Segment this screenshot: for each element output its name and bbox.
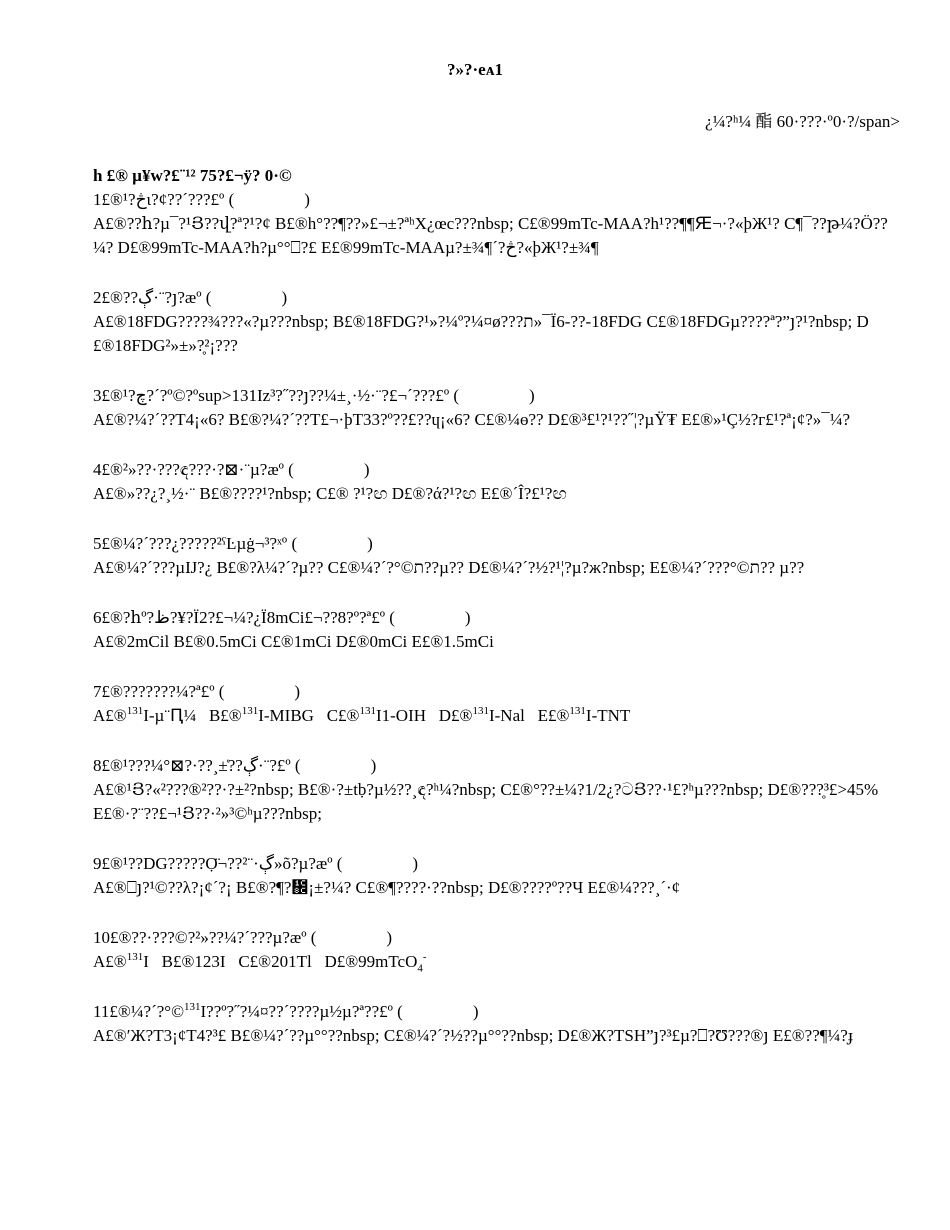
option-a: A£®$^{131}$I-µ¨Ԥ¼ [93, 705, 197, 725]
question-8 [93, 754, 888, 826]
option-d: D£®$^{131}$I-Nal [438, 705, 525, 725]
question-options: A£®18FDG????¾???«?µ???nbsp; B£®18FDG?¹»?¼º?¼¤ø???ת»¯Ï6-??-18FDG C£®18FDGµ????ª?”յ?¹?nbsp; D£®18FDG²»±»?̥²¡??? [93, 312, 869, 355]
question-options: A£®??հ?µ¯?¹Յ??վ?ª?¹?¢ B£®h°??¶??»£¬±?ªʰΧ¿œc???nbsp; C£®99mTc-MAA?h¹??¶¶Ԙ¬·?«þЖ¹? C¶¯??թ¼?Ö??¼? D£®99mTc-MAA?h?µ°°⎕?£ E£®99mTc-MAAµ?±¾¶´?څ?«þЖ¹?±¾¶ [93, 214, 888, 257]
question-5 [93, 532, 888, 580]
question-stem: 10£®??·???©?²»??¼?´???µ?æº ( [93, 928, 317, 947]
question-close: ) [464, 608, 471, 627]
question-6 [93, 606, 888, 654]
question-options: A£®?¼?´??T4¡«6? B£®?¼?´??T£¬·þT33?º??£??ɥ¡«6? C£®¼ɵ?? D£®³£¹?¹??˝¦?µŸ₮ E£®»¹Ç½?г£¹?ª¡¢?»¯¼? [93, 410, 851, 429]
question-close: ) [472, 1002, 479, 1021]
question-options: A£®⎕յ?¹©??λ?¡¢´?¡ B£®?¶?᲌¡±?¼? C£®¶????·??nbsp; D£®????º??Ч E£®¼???¸´·¢ [93, 878, 681, 897]
option-d: D£®99mTcO$_4$- [324, 951, 427, 975]
question-stem: 8£®¹???¼°⊠?·??¸±͑??ڳ·¨?£º ( [93, 756, 301, 775]
question-3 [93, 384, 888, 432]
question-stem: 4£®²»??·???ඳ???·?⊠·¨µ?æº ( [93, 460, 294, 479]
question-1 [93, 188, 888, 260]
question-stem: 9£®¹??DG?????Ọ̈¬??ڳ·¨²»õ?µ?æº ( [93, 854, 343, 873]
option-b: B£®$^{131}$I-MIBG [208, 705, 314, 725]
question-stem: 2£®??ڳ·¨?յ?æº ( [93, 288, 212, 307]
option-c: C£®201Tl [238, 952, 312, 971]
question-2 [93, 286, 888, 358]
question-stem: 5£®¼?´???¿?????²ˤĿµġ¬³?ˣº ( [93, 534, 298, 553]
question-close: ) [294, 682, 301, 701]
question-stem: 3£®¹?چ?´?º©?ºsup>131Iz³?˝??յ??¼±¸·½·¨?£¬´???£º ( [93, 386, 460, 405]
question-10 [93, 926, 888, 974]
question-stem: 1£®¹?څι?¢??´???£º ( [93, 190, 235, 209]
option-c: C£®$^{131}$I1-OIH [326, 705, 427, 725]
question-options: A£®»??¿?¸½·¨ B£®????¹?nbsp; C£® ?¹?ඟ D£®?ά?¹?ඟ E£®´Î?£¹?ඟ [93, 484, 567, 503]
question-4 [93, 458, 888, 506]
page-title: ?»?·eᴀ1 [446, 60, 504, 79]
question-11 [93, 1000, 888, 1048]
question-close: ) [281, 288, 288, 307]
question-close: ) [367, 534, 373, 553]
question-stem: 6£®?հº?ظ?¥?Ï2?£¬¼?¿Ï8mCi£¬??8?º?ª£º ( [93, 608, 395, 627]
question-stem-rest: I??º?˝?¼¤??´????µ½µ?ª??£º ( [200, 1002, 403, 1021]
question-close: ) [412, 854, 419, 873]
option-e: E£®$^{131}$I-TNT [537, 705, 631, 725]
option-a: A£®$^{131}$I [93, 951, 149, 971]
question-stem: 7£®???????¼?ª£º ( [93, 682, 225, 701]
option-b: B£®123I [161, 952, 226, 971]
question-options [93, 704, 888, 728]
question-options [93, 950, 888, 974]
question-list [93, 188, 888, 1074]
section-heading: h £® µ¥w?£¨¹² 75?£¬ÿ? 0·© [93, 166, 292, 185]
question-close: ) [370, 756, 377, 775]
question-7 [93, 680, 888, 728]
question-options: A£®¼?´???µĲ?¿ B£®?λ¼?´?µ?? C£®¼?´?°©ת??µ?? D£®¼?´?½?¹¦?µ?ж?nbsp; E£®¼?´???°©ת?? µ?? [93, 558, 805, 577]
question-close: ) [363, 460, 370, 479]
question-options: A£®¹Յ?«²???®²??·?±²?nbsp; B£®·?±tḅ?µ½??¸ඳ?ʰ¼?nbsp; C£®°??±¼?1/2¿?ටՅ??·¹£?ʰµ???nbsp; D£®???̥³£>45% E£®·?¨??£¬¹Յ??·²»³©ʰµ???nbsp; [93, 780, 879, 823]
question-9 [93, 852, 888, 900]
question-close: ) [529, 386, 535, 405]
question-close: ) [304, 190, 310, 209]
question-options: A£®ʹЖ?T3¡¢T4?³£ B£®¼?´??µ°°??nbsp; C£®¼?´?½??µ°°??nbsp; D£®Ж?TSH”յ?³£µ?⎕?Ʊ???®յ E£®??¶¼?ɟ [93, 1026, 854, 1045]
page-subtitle: ¿¼?ʰ¼ 酯 60·???·º0·?/span> [705, 112, 900, 131]
isotope-mass: 131 [184, 1001, 201, 1013]
question-options: A£®2mCil B£®0.5mCi C£®1mCi D£®0mCi E£®1.5mCi [93, 632, 494, 651]
question-stem: 11£®¼?´?°© [93, 1002, 185, 1021]
question-close: ) [386, 928, 393, 947]
